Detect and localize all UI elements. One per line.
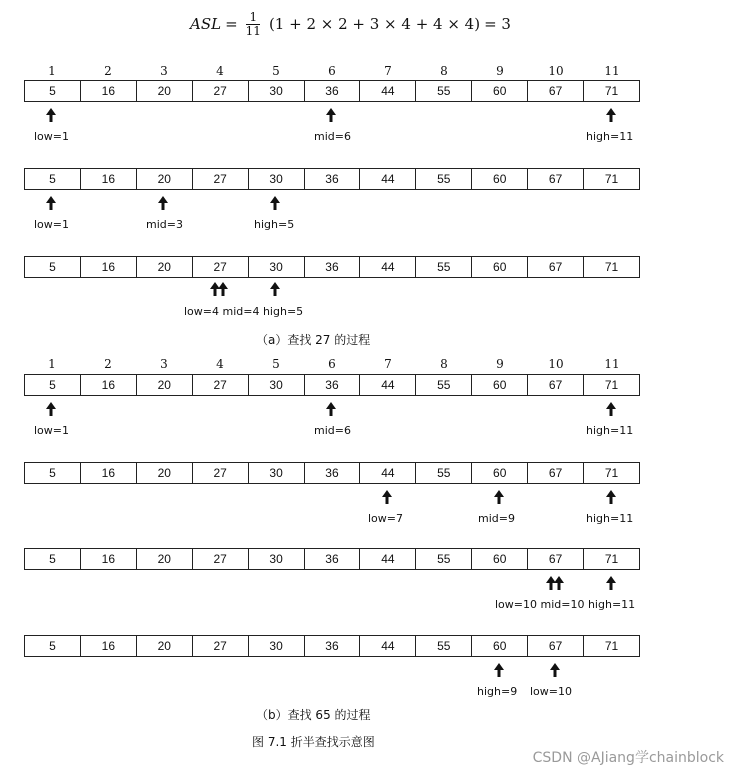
array-cell: 55 <box>416 257 472 277</box>
array-cell: 60 <box>472 375 528 395</box>
fraction-numerator: 1 <box>246 11 260 25</box>
index-label: 8 <box>440 64 448 78</box>
formula-eq2: = 3 <box>484 15 511 33</box>
array-cell: 71 <box>604 639 619 653</box>
array-cell: 5 <box>25 257 81 277</box>
arrow-icon <box>267 282 283 296</box>
index-label: 3 <box>160 357 168 371</box>
array-cell: 16 <box>81 375 137 395</box>
array-cell: 55 <box>416 636 472 656</box>
array-cell: 60 <box>472 636 528 656</box>
index-label: 10 <box>548 357 564 371</box>
caption-a: （a）查找 27 的过程 <box>256 333 371 347</box>
array-cell: 30 <box>249 169 305 189</box>
pointer-label: high=5 <box>254 218 295 231</box>
arrow-icon <box>43 402 59 416</box>
array-cell: 67 <box>528 81 584 101</box>
array-cell: 44 <box>360 636 416 656</box>
array-cell: 20 <box>137 375 193 395</box>
array-cell: 20 <box>137 549 193 569</box>
array-cell: 55 <box>416 549 472 569</box>
formula-fraction <box>244 11 263 38</box>
pointer-label: low=1 <box>34 130 69 143</box>
index-row <box>24 357 640 371</box>
arrow-icon <box>547 663 563 677</box>
array-cell: 44 <box>360 463 416 483</box>
index-label: 9 <box>496 64 504 78</box>
arrow-icon <box>491 490 507 504</box>
pointer-label: low=7 <box>368 512 403 525</box>
pointer-label: high=11 <box>586 424 634 437</box>
array-cell: 30 <box>249 463 305 483</box>
index-label: 2 <box>104 357 112 371</box>
array-cell: 27 <box>193 636 249 656</box>
array-cell: 30 <box>249 375 305 395</box>
array-cell: 36 <box>305 463 361 483</box>
array-cell: 5 <box>25 169 81 189</box>
array-cell: 71 <box>604 378 619 392</box>
caption-b: （b）查找 65 的过程 <box>256 708 371 722</box>
array-cell: 36 <box>305 636 361 656</box>
arrow-icon <box>379 490 395 504</box>
array-cell: 55 <box>416 81 472 101</box>
array-cell: 67 <box>528 549 584 569</box>
index-label: 5 <box>272 357 280 371</box>
array-cell: 27 <box>193 549 249 569</box>
array-cell: 60 <box>472 549 528 569</box>
array-cell: 20 <box>137 169 193 189</box>
array-cell: 30 <box>249 549 305 569</box>
arrow-icon <box>43 108 59 122</box>
arrow-icon <box>155 196 171 210</box>
array-cell: 20 <box>137 257 193 277</box>
arrow-icon <box>267 196 283 210</box>
array-cell: 16 <box>81 636 137 656</box>
arrow-icon <box>551 576 567 590</box>
array-cell: 36 <box>305 549 361 569</box>
array-cell: 27 <box>193 463 249 483</box>
array-row <box>24 256 640 278</box>
array-cell: 5 <box>25 549 81 569</box>
arrow-icon <box>603 402 619 416</box>
array-cell: 36 <box>305 169 361 189</box>
pointer-label: high=11 <box>586 130 634 143</box>
index-label: 8 <box>440 357 448 371</box>
array-cell: 44 <box>360 81 416 101</box>
formula-lhs: ASL <box>190 15 222 33</box>
array-cell: 16 <box>81 549 137 569</box>
index-label: 11 <box>604 64 620 78</box>
pointer-label: high=11 <box>586 512 634 525</box>
index-label: 7 <box>384 64 392 78</box>
array-row <box>24 168 640 190</box>
array-cell: 16 <box>81 257 137 277</box>
pointer-label: mid=9 <box>478 512 515 525</box>
array-cell: 30 <box>249 81 305 101</box>
array-cell: 44 <box>360 169 416 189</box>
array-cell: 60 <box>472 463 528 483</box>
formula-body: (1 + 2 × 2 + 3 × 4 + 4 × 4) <box>268 15 481 33</box>
array-cell: 67 <box>528 375 584 395</box>
array-cell: 71 <box>604 172 619 186</box>
array-row <box>24 80 640 102</box>
array-cell: 20 <box>137 463 193 483</box>
arrow-icon <box>603 490 619 504</box>
arrow-icon <box>603 108 619 122</box>
arrow-icon <box>491 663 507 677</box>
array-cell: 36 <box>305 81 361 101</box>
array-cell: 60 <box>472 257 528 277</box>
index-label: 4 <box>216 357 224 371</box>
array-cell: 27 <box>193 375 249 395</box>
pointer-label: low=4 mid=4 high=5 <box>184 305 304 318</box>
array-cell: 67 <box>528 463 584 483</box>
index-label: 10 <box>548 64 564 78</box>
array-cell: 27 <box>193 81 249 101</box>
array-cell: 55 <box>416 463 472 483</box>
array-row <box>24 635 640 657</box>
pointer-label: low=10 mid=10 high=11 <box>495 598 636 611</box>
array-cell: 27 <box>193 169 249 189</box>
array-cell: 44 <box>360 549 416 569</box>
array-cell: 5 <box>25 636 81 656</box>
pointer-label: mid=3 <box>146 218 183 231</box>
array-cell: 67 <box>528 169 584 189</box>
csdn-watermark: CSDN @AJiang学chainblock <box>532 750 724 766</box>
array-cell: 44 <box>360 257 416 277</box>
array-cell: 30 <box>249 257 305 277</box>
arrow-icon <box>323 108 339 122</box>
index-label: 5 <box>272 64 280 78</box>
array-cell: 5 <box>25 375 81 395</box>
array-cell: 16 <box>81 169 137 189</box>
index-label: 11 <box>604 357 620 371</box>
array-cell: 60 <box>472 81 528 101</box>
fraction-denominator: 11 <box>245 23 261 38</box>
array-cell: 5 <box>25 81 81 101</box>
array-row <box>24 548 640 570</box>
array-row <box>24 462 640 484</box>
array-cell: 44 <box>360 375 416 395</box>
index-label: 3 <box>160 64 168 78</box>
array-cell: 27 <box>193 257 249 277</box>
pointer-label: low=10 <box>530 685 572 698</box>
figure-caption: 图 7.1 折半查找示意图 <box>252 735 375 749</box>
index-label: 9 <box>496 357 504 371</box>
index-row <box>24 64 640 78</box>
array-cell: 16 <box>81 463 137 483</box>
index-label: 1 <box>48 357 56 371</box>
array-cell: 55 <box>416 375 472 395</box>
pointer-label: low=1 <box>34 218 69 231</box>
arrow-icon <box>215 282 231 296</box>
index-label: 2 <box>104 64 112 78</box>
array-cell: 71 <box>604 84 619 98</box>
array-row <box>24 374 640 396</box>
pointer-label: low=1 <box>34 424 69 437</box>
index-label: 1 <box>48 64 56 78</box>
index-label: 7 <box>384 357 392 371</box>
array-cell: 71 <box>604 552 619 566</box>
pointer-label: mid=6 <box>314 424 351 437</box>
array-cell: 5 <box>25 463 81 483</box>
formula-eq1: = <box>225 15 238 33</box>
array-cell: 16 <box>81 81 137 101</box>
array-cell: 20 <box>137 636 193 656</box>
pointer-label: mid=6 <box>314 130 351 143</box>
array-cell: 71 <box>604 466 619 480</box>
index-label: 6 <box>328 64 336 78</box>
index-label: 6 <box>328 357 336 371</box>
pointer-label: high=9 <box>477 685 518 698</box>
array-cell: 30 <box>249 636 305 656</box>
array-cell: 60 <box>472 169 528 189</box>
array-cell: 67 <box>528 636 584 656</box>
index-label: 4 <box>216 64 224 78</box>
array-cell: 20 <box>137 81 193 101</box>
arrow-icon <box>603 576 619 590</box>
asl-formula <box>190 6 511 42</box>
arrow-icon <box>43 196 59 210</box>
array-cell: 71 <box>604 260 619 274</box>
arrow-icon <box>323 402 339 416</box>
array-cell: 36 <box>305 257 361 277</box>
array-cell: 55 <box>416 169 472 189</box>
array-cell: 67 <box>528 257 584 277</box>
array-cell: 36 <box>305 375 361 395</box>
